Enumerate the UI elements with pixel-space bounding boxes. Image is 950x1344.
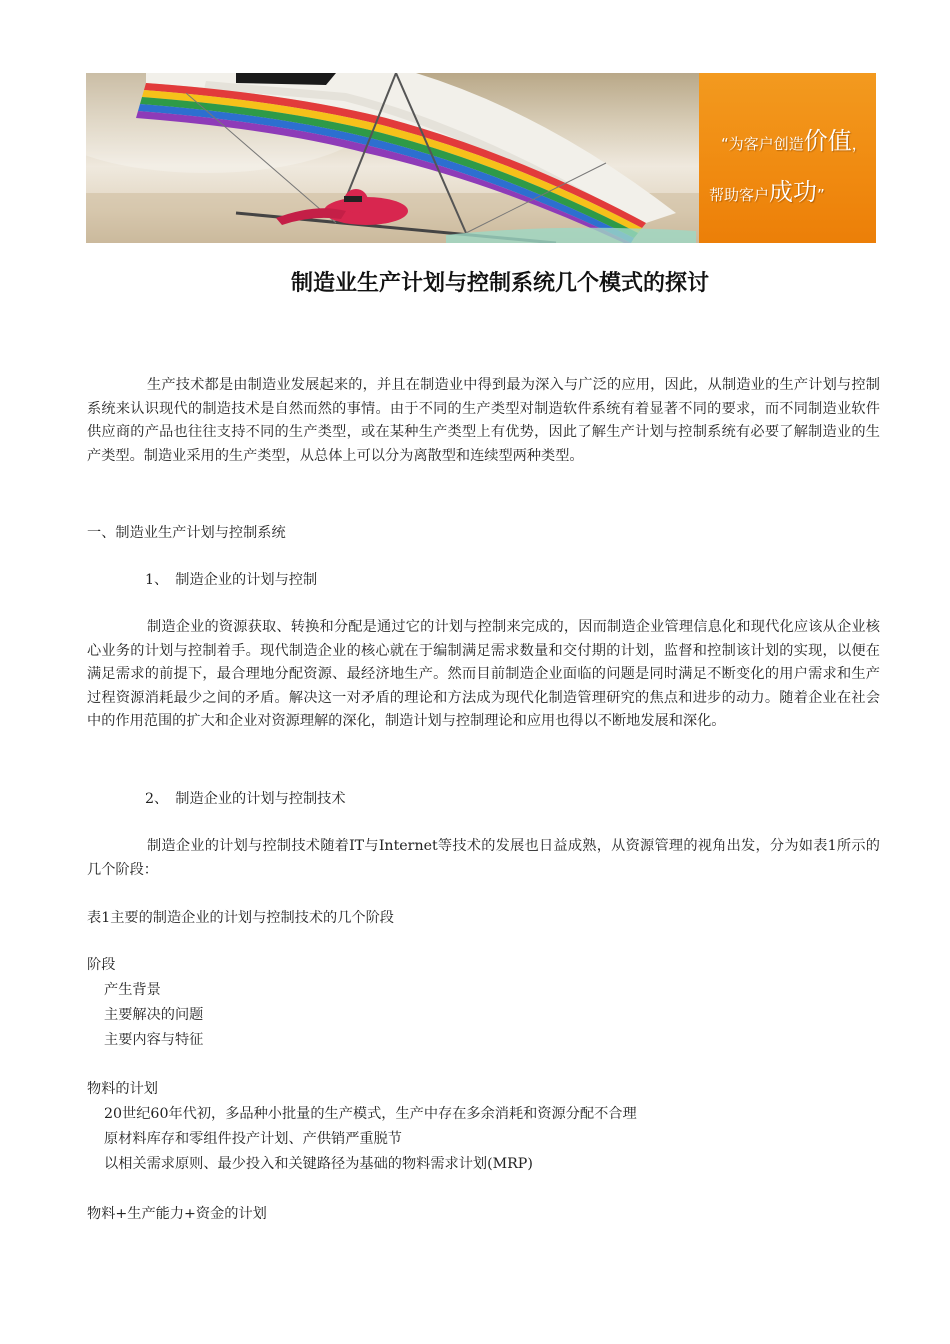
table-row-stage: 物料的计划 [87,1081,158,1097]
subsection-1-body: 制造企业的资源获取、转换和分配是通过它的计划与控制来完成的，因而制造企业管理信息化和现代化应该从企业核心业务的计划与控制着手。现代制造企业的核心就在于编制满足需求数量和交付期的计划，监督和控制该计划的实现，以便在满足需求的前提下，最合理地分配资源、最经济地生产。然而目前制造企业面临的问题是同时满足不断变化的用户需求和生产过程资源消耗最少之间的矛盾。解决这一对矛盾的理论和方法成为现代化制造管理研究的焦点和进步的动力。随着企业在社会中的作用范围的扩大和企业对资源理解的深化，制造计划与控制理论和应用也得以不断地发展和深化。 [87,619,880,730]
table-row-stage: 物料+生产能力+资金的计划 [87,1206,267,1222]
table-header-background: 产生背景 [104,982,161,998]
document-title: 制造业生产计划与控制系统几个模式的探讨 [290,271,709,296]
intro-paragraph: 生产技术都是由制造业发展起来的，并且在制造业中得到最为深入与广泛的应用，因此，从制造业的生产计划与控制系统来认识现代的制造技术是自然而然的事情。由于不同的生产类型对制造软件系统有着显著不同的要求，而不同制造业软件供应商的产品也往往支持不同的生产类型，或在某种生产类型上有优势，因此了解生产计划与控制系统有必要了解制造业的生产类型。制造业采用的生产类型，从总体上可以分为离散型和连续型两种类型。 [87,377,880,464]
slogan-panel [699,73,876,243]
subsection-1-heading: 1、 制造企业的计划与控制 [145,572,318,588]
header-banner [86,73,876,243]
subsection-2-body: 制造企业的计划与控制技术随着IT与Internet等技术的发展也日益成熟，从资源管理的视角出发，分为如表1所示的几个阶段： [87,838,880,878]
table-header-stage: 阶段 [87,957,116,973]
table-row-cell: 20世纪60年代初，多品种小批量的生产模式，生产中存在多余消耗和资源分配不合理 [104,1106,637,1122]
table-header-features: 主要内容与特征 [104,1032,204,1048]
slogan-line-2: 帮助客户成功” [709,178,825,206]
section-1-heading: 一、制造业生产计划与控制系统 [87,525,286,541]
table-caption: 表1主要的制造企业的计划与控制技术的几个阶段 [87,910,394,926]
table-row-cell: 原材料库存和零组件投产计划、产供销严重脱节 [104,1131,402,1147]
hang-glider-photo [86,73,699,243]
table-row-cell: 以相关需求原则、最少投入和关键路径为基础的物料需求计划(MRP) [104,1156,533,1172]
subsection-2-heading: 2、 制造企业的计划与控制技术 [145,791,346,807]
hang-glider-illustration [86,73,699,243]
slogan-line-1: “为客户创造价值， [721,127,867,155]
table-header-problems: 主要解决的问题 [104,1007,204,1023]
